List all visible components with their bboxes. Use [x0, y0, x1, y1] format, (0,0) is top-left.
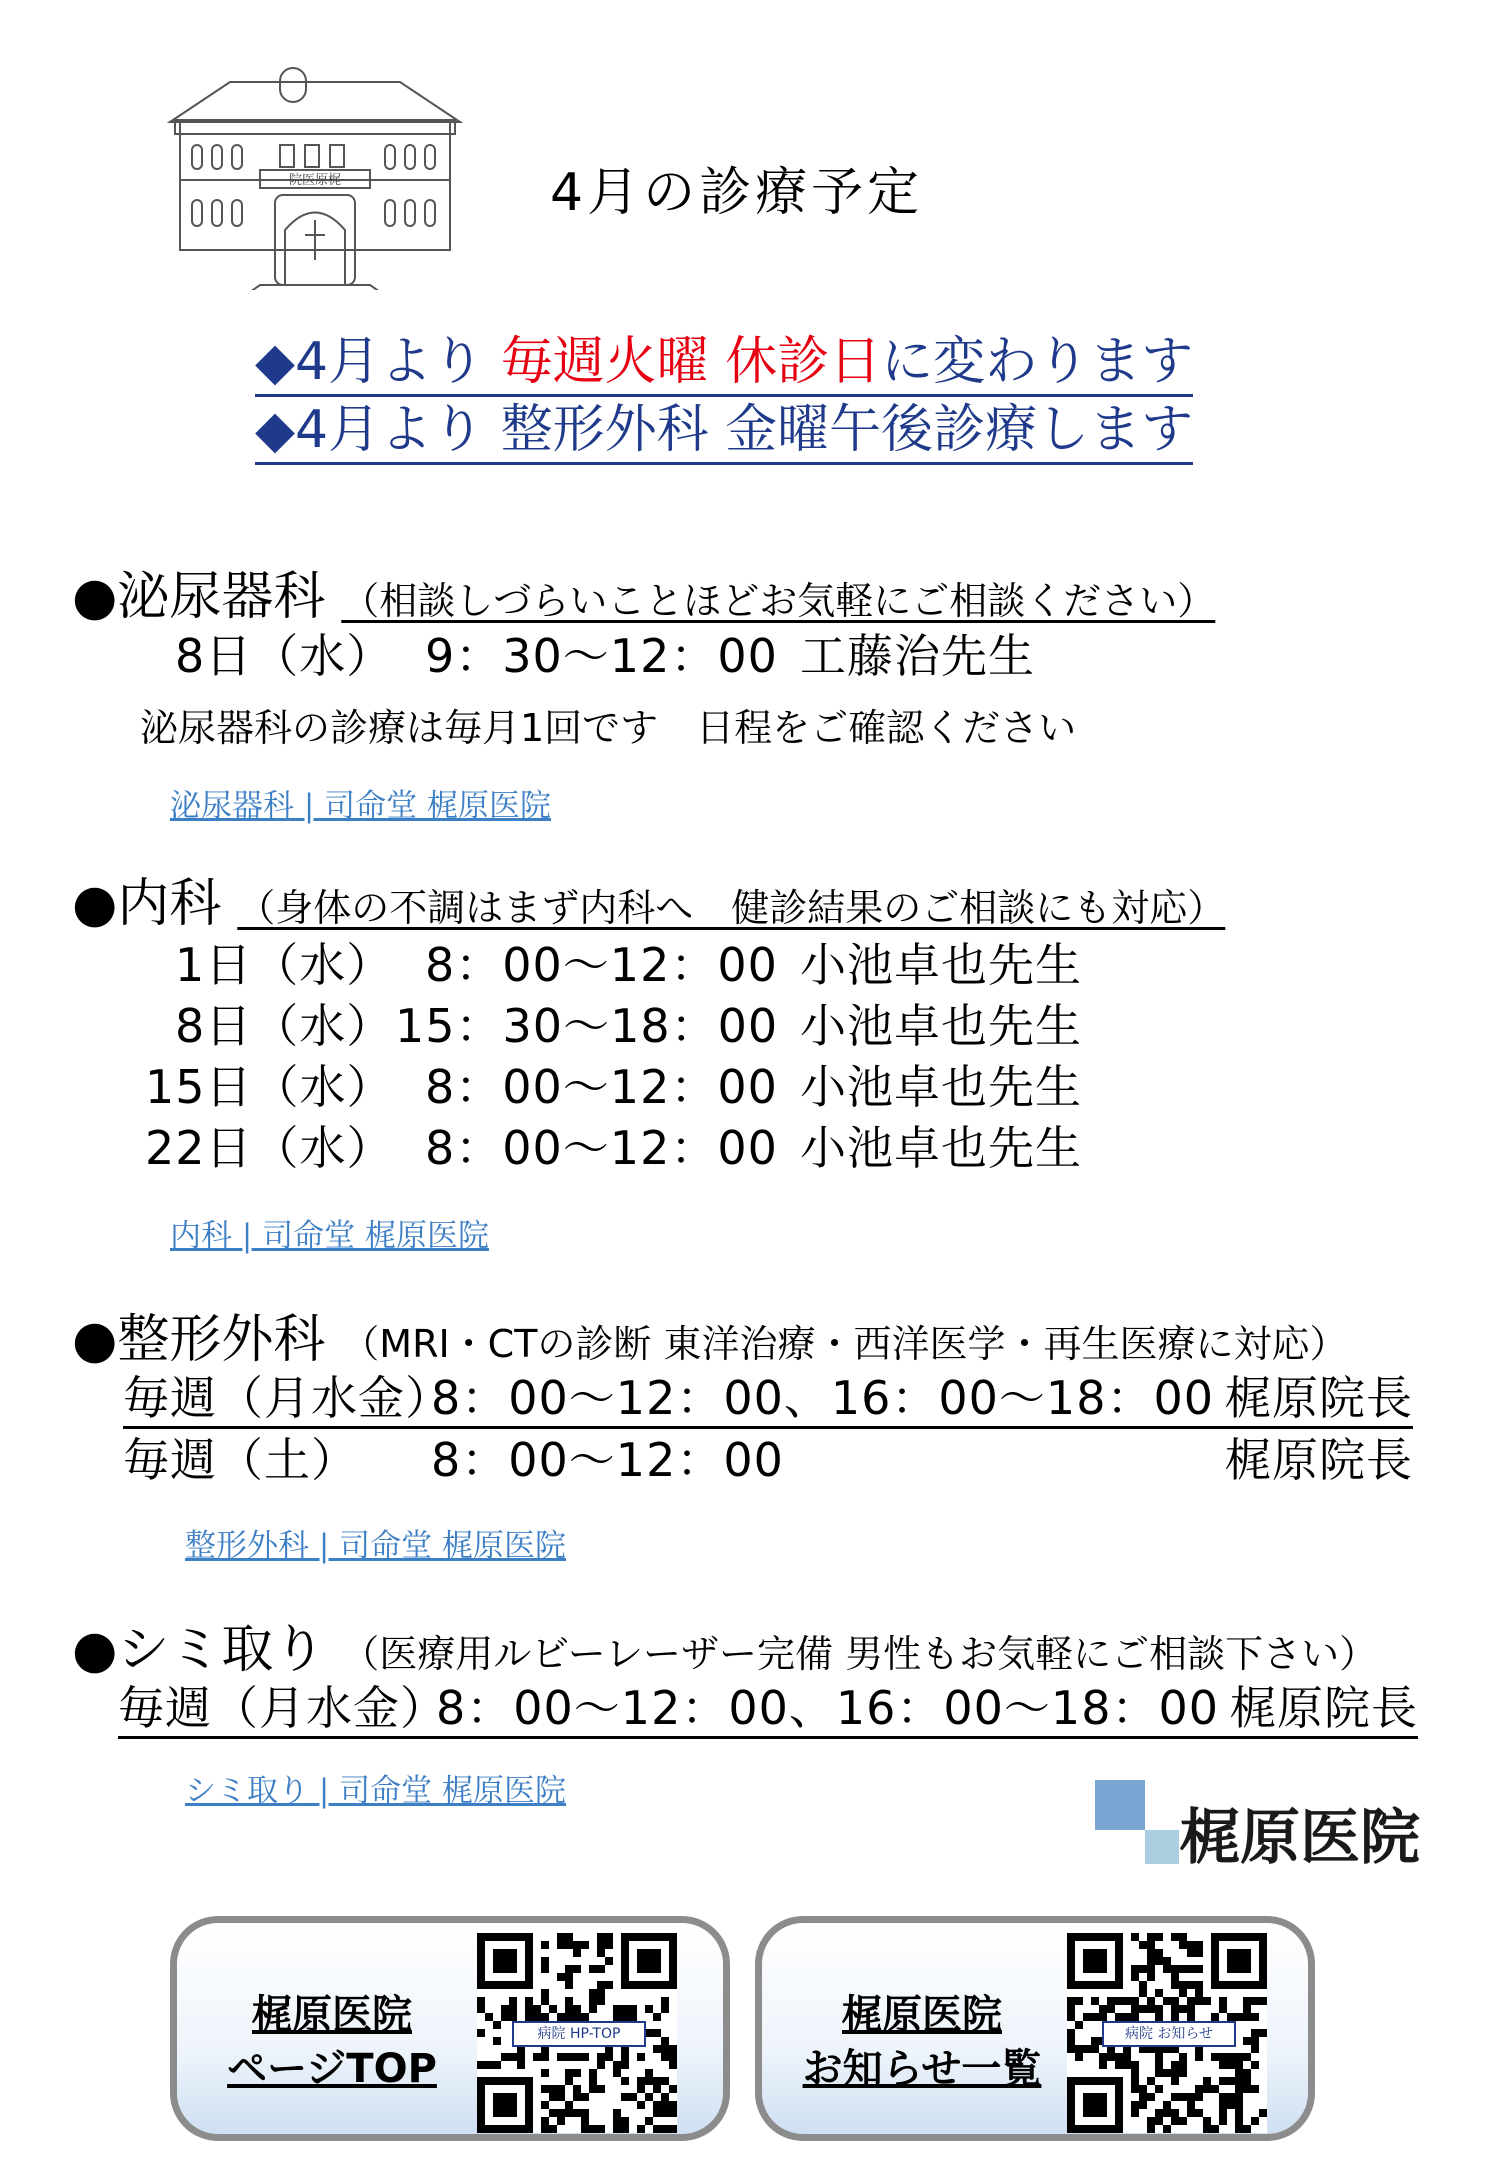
notice-orthopedics-friday [255, 398, 1193, 465]
row-day: 毎週（土） [123, 1433, 358, 1487]
section-orthopedics-subtitle: （MRI・CTの診断 東洋治療・西洋医学・再生医療に対応） [341, 1322, 1348, 1366]
orthopedics-row [123, 1432, 1413, 1488]
notice-prefix: ◆4月より [255, 332, 501, 392]
row-time: 9：30〜12：00 [425, 629, 778, 683]
qr-card-line1: 梶原医院 [842, 1992, 1002, 2038]
hospital-building-illustration [160, 60, 470, 290]
internal-row [0, 1120, 1500, 1176]
urology-link[interactable]: 泌尿器科 | 司命堂 梶原医院 [170, 788, 552, 824]
qr-card-line2: お知らせ一覧 [802, 2046, 1042, 2092]
row-doctor: 小池卓也先生 [800, 1121, 1082, 1175]
row-doctor: 梶原院長 [1225, 1371, 1413, 1425]
internal-row [0, 1059, 1500, 1115]
internal-row [0, 937, 1500, 993]
row-doctor: 小池卓也先生 [800, 938, 1082, 992]
spots-row [118, 1680, 1418, 1739]
row-date: 22日（水） [145, 1121, 394, 1175]
row-date: 8日（水） [175, 999, 394, 1053]
section-urology-name: ●泌尿器科 [72, 567, 326, 627]
internal-link[interactable]: 内科 | 司命堂 梶原医院 [170, 1218, 490, 1254]
section-internal-title [72, 872, 1225, 940]
qr-badge: 病院 お知らせ [1102, 2021, 1236, 2047]
qr-card-line2: ページTOP [227, 2046, 437, 2092]
section-internal-subtitle: （身体の不調はまず内科へ 健診結果のご相談にも対応） [237, 886, 1226, 930]
page-title: 4月の診療予定 [550, 163, 924, 223]
logo-square-dark [1095, 1780, 1145, 1830]
qr-card-label [187, 1988, 477, 2096]
row-time: 8：00〜12：00 [425, 1060, 778, 1114]
internal-row [0, 998, 1500, 1054]
clinic-logo-mark [1095, 1780, 1185, 1870]
qr-code-news[interactable] [1067, 1933, 1267, 2137]
qr-card-hp-top[interactable] [170, 1916, 730, 2141]
qr-badge: 病院 HP-TOP [512, 2021, 646, 2047]
row-doctor: 工藤治先生 [800, 629, 1035, 683]
orthopedics-link[interactable]: 整形外科 | 司命堂 梶原医院 [185, 1528, 567, 1564]
spots-link[interactable]: シミ取り | 司命堂 梶原医院 [185, 1773, 567, 1809]
clinic-logo-text: 梶原医院 [1180, 1803, 1420, 1873]
row-doctor: 梶原院長 [1225, 1433, 1413, 1487]
section-urology-subtitle: （相談しづらいことほどお気軽にご相談ください） [341, 579, 1216, 623]
notice-tuesday-closed [255, 330, 1193, 397]
row-time: 8：00〜12：00、16：00〜18：00 [436, 1681, 1219, 1735]
section-orthopedics-title [72, 1308, 1348, 1376]
row-time: 8：00〜12：00、16：00〜18：00 [431, 1371, 1214, 1425]
qr-card-label [782, 1988, 1062, 2096]
qr-code-hp-top[interactable] [477, 1933, 677, 2137]
row-date: 15日（水） [145, 1060, 394, 1114]
orthopedics-row [123, 1370, 1413, 1429]
section-orthopedics-name: ●整形外科 [72, 1310, 326, 1370]
notice-suffix: に変わります [881, 332, 1194, 392]
qr-card-line1: 梶原医院 [252, 1992, 412, 2038]
row-time: 8：00〜12：00 [425, 1121, 778, 1175]
row-doctor: 梶原院長 [1230, 1681, 1418, 1735]
building-sign-text: 院医原梶 [288, 173, 342, 188]
urology-row [0, 628, 1500, 684]
row-day: 毎週（月水金） [123, 1371, 452, 1425]
row-date: 1日（水） [175, 938, 394, 992]
row-doctor: 小池卓也先生 [800, 999, 1082, 1053]
notice-text: ◆4月より 整形外科 金曜午後診療します [255, 400, 1194, 460]
qr-card-news[interactable] [755, 1916, 1315, 2141]
section-spots-subtitle: （医療用ルビーレーザー完備 男性もお気軽にご相談下さい） [341, 1632, 1378, 1676]
urology-note: 泌尿器科の診療は毎月1回です 日程をご確認ください [140, 706, 1077, 750]
row-day: 毎週（月水金） [118, 1681, 447, 1735]
row-date: 8日（水） [175, 629, 394, 683]
section-spots-name: ●シミ取り [72, 1620, 326, 1680]
row-time: 8：00〜12：00 [425, 938, 778, 992]
logo-square-light [1145, 1830, 1179, 1864]
row-time: 15：30〜18：00 [395, 999, 779, 1053]
section-spots-title [72, 1618, 1377, 1686]
section-urology-title [72, 565, 1215, 633]
section-internal-name: ●内科 [72, 874, 222, 934]
row-time: 8：00〜12：00 [431, 1433, 784, 1487]
notice-highlight: 毎週火曜 休診日 [500, 332, 882, 392]
row-doctor: 小池卓也先生 [800, 1060, 1082, 1114]
